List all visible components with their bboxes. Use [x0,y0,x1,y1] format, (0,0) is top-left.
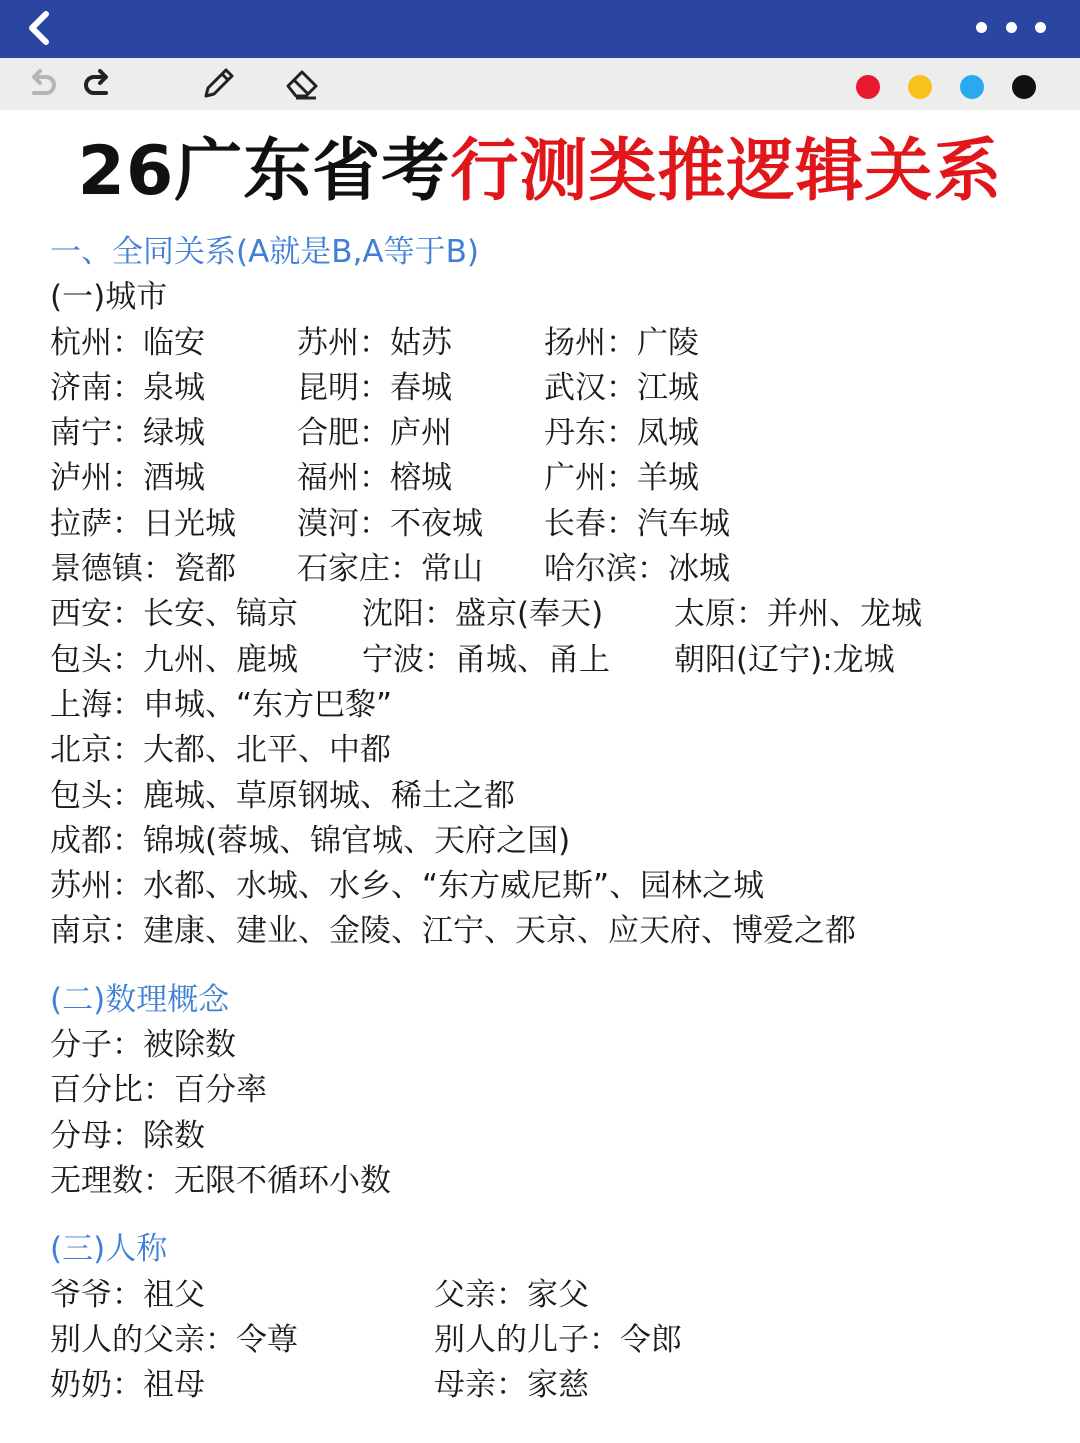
city-pair: 宁波：甬城、甬上 [362,641,610,678]
math-term: 分母：除数 [50,1117,205,1154]
city-pair: 杭州：临安 [50,324,205,361]
city-line: 南京：建康、建业、金陵、江宁、天京、应天府、博爱之都 [50,913,856,950]
city-line: 苏州：水都、水城、水乡、“东方威尼斯”、园林之城 [50,868,765,905]
address-row [50,1363,1060,1408]
redo-button[interactable] [78,64,118,104]
more-dots-icon [976,22,987,33]
title-red-part: 行测类推逻辑关系 [450,132,1003,211]
city-pair: 济南：泉城 [50,369,205,406]
section-heading-math: (二)数理概念 [50,981,230,1018]
city-pair: 苏州：姑苏 [297,324,452,361]
city-pair: 拉萨：日光城 [50,505,236,542]
address-term: 别人的父亲：令尊 [50,1321,298,1358]
city-row [50,592,1060,637]
city-row [50,366,1060,411]
more-options-button[interactable] [976,12,1046,42]
address-row [50,1273,1060,1318]
address-term: 别人的儿子：令郎 [434,1321,682,1358]
city-pair: 合肥：庐州 [297,415,452,452]
city-line: 成都：锦城(蓉城、锦官城、天府之国) [50,822,571,859]
eraser-icon [282,64,322,104]
title-black-part: 26广东省考 [77,132,451,211]
city-pair: 包头：九州、鹿城 [50,641,298,678]
city-pair: 景德镇：瓷都 [50,551,236,588]
city-row [50,321,1060,366]
city-pair: 泸州：酒城 [50,460,205,497]
city-pair: 漠河：不夜城 [297,505,483,542]
math-term: 百分比：百分率 [50,1072,267,1109]
city-row [50,411,1060,456]
city-pair: 福州：榕城 [297,460,452,497]
color-swatch-yellow[interactable] [908,75,932,99]
section-heading-address: (三)人称 [50,1231,168,1268]
color-swatch-blue[interactable] [960,75,984,99]
top-nav-bar [0,0,1080,58]
undo-icon [22,64,62,104]
city-pair: 西安：长安、镐京 [50,596,298,633]
eraser-tool-button[interactable] [282,64,322,104]
city-line: 上海：申城、“东方巴黎” [50,686,393,723]
address-term: 母亲：家慈 [434,1367,589,1404]
subheading-cities: (一)城市 [50,279,168,316]
city-line: 包头：鹿城、草原钢城、稀土之都 [50,777,515,814]
city-pair: 朝阳(辽宁):龙城 [674,641,895,678]
city-pair: 扬州：广陵 [544,324,699,361]
color-swatch-black[interactable] [1012,75,1036,99]
address-term: 爷爷：祖父 [50,1276,205,1313]
city-pair: 广州：羊城 [544,460,699,497]
city-pair: 哈尔滨：冰城 [544,551,730,588]
undo-button[interactable] [22,64,62,104]
math-term: 无理数：无限不循环小数 [50,1162,391,1199]
math-term: 分子：被除数 [50,1027,236,1064]
redo-icon [78,64,118,104]
city-row [50,456,1060,501]
city-pair: 沈阳：盛京(奉天) [362,596,604,633]
city-pair: 昆明：春城 [297,369,452,406]
city-pair: 武汉：江城 [544,369,699,406]
city-pair: 南宁：绿城 [50,415,205,452]
more-dots-icon [1035,22,1046,33]
chevron-left-icon [18,6,62,50]
city-pair: 丹东：凤城 [544,415,699,452]
city-pair: 长春：汽车城 [544,505,730,542]
address-term: 父亲：家父 [434,1276,589,1313]
city-pair: 太原：并州、龙城 [674,596,922,633]
address-row [50,1318,1060,1363]
more-dots-icon [1006,22,1017,33]
page-title [0,126,1080,218]
city-row [50,502,1060,547]
pencil-tool-button[interactable] [198,64,238,104]
note-content [50,230,1060,1408]
section-heading-equivalence: 一、全同关系(A就是B,A等于B) [50,234,479,270]
city-row [50,547,1060,592]
city-line: 北京：大都、北平、中都 [50,732,391,769]
address-term: 奶奶：祖母 [50,1367,205,1404]
city-pair: 石家庄：常山 [297,551,483,588]
color-swatch-red[interactable] [856,75,880,99]
pencil-icon [198,64,238,104]
back-button[interactable] [18,6,62,50]
city-row [50,638,1060,683]
